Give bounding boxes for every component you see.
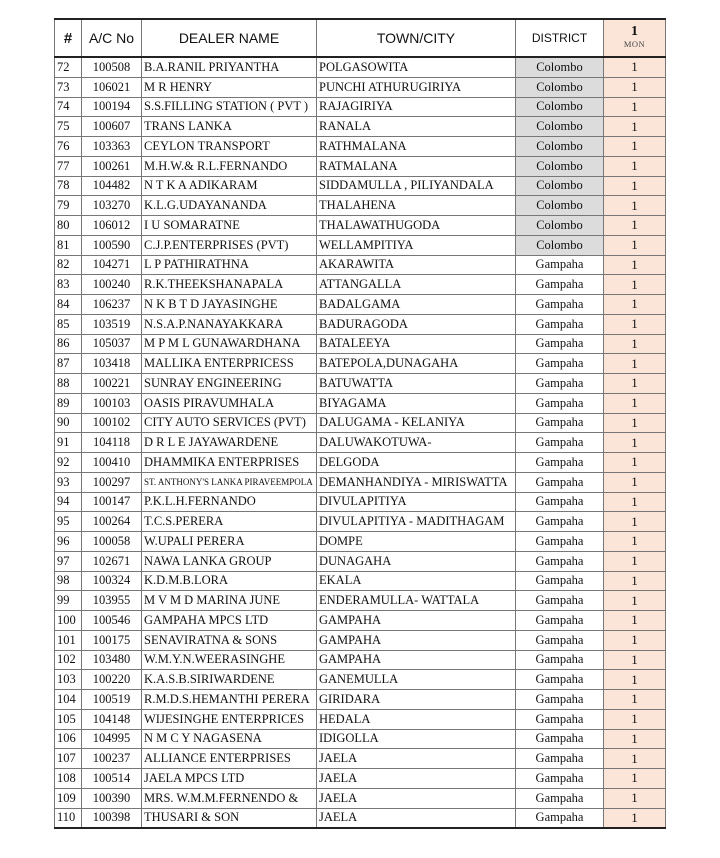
cell-number: 79 bbox=[55, 196, 82, 216]
cell-district: Gampaha bbox=[516, 334, 604, 354]
header-dealer-name: DEALER NAME bbox=[142, 19, 317, 57]
cell-dealer-name: M P M L GUNAWARDHANA bbox=[142, 334, 317, 354]
cell-dealer-name: C.J.P.ENTERPRISES (PVT) bbox=[142, 235, 317, 255]
cell-quantity: 1 bbox=[604, 492, 666, 512]
table-row bbox=[55, 690, 666, 710]
cell-number: 108 bbox=[55, 769, 82, 789]
cell-number: 88 bbox=[55, 374, 82, 394]
cell-quantity: 1 bbox=[604, 512, 666, 532]
cell-acno: 100324 bbox=[82, 571, 142, 591]
cell-dealer-name: MALLIKA ENTERPRICESS bbox=[142, 354, 317, 374]
cell-number: 97 bbox=[55, 551, 82, 571]
cell-number: 98 bbox=[55, 571, 82, 591]
cell-acno: 100220 bbox=[82, 670, 142, 690]
cell-acno: 106021 bbox=[82, 77, 142, 97]
cell-town-city: RATMALANA bbox=[317, 156, 516, 176]
cell-dealer-name: WIJESINGHE ENTERPRICES bbox=[142, 709, 317, 729]
cell-quantity: 1 bbox=[604, 769, 666, 789]
cell-quantity: 1 bbox=[604, 314, 666, 334]
cell-number: 85 bbox=[55, 314, 82, 334]
cell-acno: 100102 bbox=[82, 413, 142, 433]
cell-town-city: PUNCHI ATHURUGIRIYA bbox=[317, 77, 516, 97]
cell-dealer-name: N T K A ADIKARAM bbox=[142, 176, 317, 196]
cell-quantity: 1 bbox=[604, 532, 666, 552]
cell-district: Colombo bbox=[516, 156, 604, 176]
cell-town-city: BATUWATTA bbox=[317, 374, 516, 394]
cell-acno: 100410 bbox=[82, 453, 142, 473]
cell-district: Gampaha bbox=[516, 808, 604, 828]
cell-acno: 100607 bbox=[82, 117, 142, 137]
table-row bbox=[55, 709, 666, 729]
cell-quantity: 1 bbox=[604, 275, 666, 295]
cell-number: 105 bbox=[55, 709, 82, 729]
cell-acno: 102671 bbox=[82, 551, 142, 571]
cell-town-city: POLGASOWITA bbox=[317, 57, 516, 77]
cell-acno: 104995 bbox=[82, 729, 142, 749]
cell-quantity: 1 bbox=[604, 611, 666, 631]
cell-acno: 103270 bbox=[82, 196, 142, 216]
cell-town-city: ENDERAMULLA- WATTALA bbox=[317, 591, 516, 611]
cell-quantity: 1 bbox=[604, 413, 666, 433]
cell-town-city: DEMANHANDIYA - MIRISWATTA bbox=[317, 472, 516, 492]
table-row bbox=[55, 571, 666, 591]
cell-district: Gampaha bbox=[516, 354, 604, 374]
cell-acno: 100147 bbox=[82, 492, 142, 512]
cell-number: 74 bbox=[55, 97, 82, 117]
cell-number: 107 bbox=[55, 749, 82, 769]
header-town-city: TOWN/CITY bbox=[317, 19, 516, 57]
cell-dealer-name: W.M.Y.N.WEERASINGHE bbox=[142, 650, 317, 670]
cell-dealer-name: L P PATHIRATHNA bbox=[142, 255, 317, 275]
cell-quantity: 1 bbox=[604, 670, 666, 690]
cell-quantity: 1 bbox=[604, 117, 666, 137]
cell-district: Colombo bbox=[516, 117, 604, 137]
cell-quantity: 1 bbox=[604, 729, 666, 749]
cell-district: Gampaha bbox=[516, 413, 604, 433]
cell-quantity: 1 bbox=[604, 196, 666, 216]
cell-number: 103 bbox=[55, 670, 82, 690]
cell-town-city: DUNAGAHA bbox=[317, 551, 516, 571]
cell-district: Gampaha bbox=[516, 729, 604, 749]
cell-dealer-name: NAWA LANKA GROUP bbox=[142, 551, 317, 571]
cell-dealer-name: MRS. W.M.M.FERNENDO & bbox=[142, 788, 317, 808]
cell-dealer-name: P.K.L.H.FERNANDO bbox=[142, 492, 317, 512]
cell-acno: 100390 bbox=[82, 788, 142, 808]
cell-district: Gampaha bbox=[516, 769, 604, 789]
cell-town-city: DALUWAKOTUWA- bbox=[317, 433, 516, 453]
cell-town-city: GANEMULLA bbox=[317, 670, 516, 690]
cell-town-city: RATHMALANA bbox=[317, 137, 516, 157]
table-header-row bbox=[55, 19, 666, 57]
cell-number: 76 bbox=[55, 137, 82, 157]
header-number: # bbox=[55, 19, 82, 57]
cell-quantity: 1 bbox=[604, 630, 666, 650]
header-month-number: 1 bbox=[631, 24, 638, 39]
cell-acno: 104482 bbox=[82, 176, 142, 196]
table-row bbox=[55, 57, 666, 77]
cell-town-city: THALAWATHUGODA bbox=[317, 216, 516, 236]
cell-quantity: 1 bbox=[604, 216, 666, 236]
cell-number: 89 bbox=[55, 393, 82, 413]
table-row bbox=[55, 77, 666, 97]
cell-town-city: GAMPAHA bbox=[317, 611, 516, 631]
cell-number: 77 bbox=[55, 156, 82, 176]
cell-number: 96 bbox=[55, 532, 82, 552]
table-row bbox=[55, 393, 666, 413]
cell-dealer-name: DHAMMIKA ENTERPRISES bbox=[142, 453, 317, 473]
cell-district: Colombo bbox=[516, 137, 604, 157]
cell-dealer-name: SENAVIRATNA & SONS bbox=[142, 630, 317, 650]
cell-dealer-name: CITY AUTO SERVICES (PVT) bbox=[142, 413, 317, 433]
cell-acno: 100514 bbox=[82, 769, 142, 789]
cell-number: 75 bbox=[55, 117, 82, 137]
cell-district: Gampaha bbox=[516, 571, 604, 591]
cell-number: 73 bbox=[55, 77, 82, 97]
table-row bbox=[55, 611, 666, 631]
cell-acno: 106237 bbox=[82, 295, 142, 315]
cell-number: 78 bbox=[55, 176, 82, 196]
cell-quantity: 1 bbox=[604, 176, 666, 196]
cell-district: Gampaha bbox=[516, 670, 604, 690]
cell-district: Gampaha bbox=[516, 314, 604, 334]
cell-acno: 100546 bbox=[82, 611, 142, 631]
cell-dealer-name: OASIS PIRAVUMHALA bbox=[142, 393, 317, 413]
cell-dealer-name: GAMPAHA MPCS LTD bbox=[142, 611, 317, 631]
cell-town-city: BADALGAMA bbox=[317, 295, 516, 315]
cell-quantity: 1 bbox=[604, 137, 666, 157]
cell-number: 86 bbox=[55, 334, 82, 354]
cell-number: 99 bbox=[55, 591, 82, 611]
cell-quantity: 1 bbox=[604, 255, 666, 275]
cell-acno: 104148 bbox=[82, 709, 142, 729]
cell-quantity: 1 bbox=[604, 453, 666, 473]
cell-acno: 100297 bbox=[82, 472, 142, 492]
cell-district: Gampaha bbox=[516, 472, 604, 492]
cell-town-city: EKALA bbox=[317, 571, 516, 591]
cell-town-city: DELGODA bbox=[317, 453, 516, 473]
cell-town-city: DIVULAPITIYA - MADITHAGAM bbox=[317, 512, 516, 532]
cell-town-city: RAJAGIRIYA bbox=[317, 97, 516, 117]
cell-number: 95 bbox=[55, 512, 82, 532]
table-row bbox=[55, 433, 666, 453]
table-row bbox=[55, 97, 666, 117]
cell-district: Gampaha bbox=[516, 295, 604, 315]
cell-dealer-name: R.K.THEEKSHANAPALA bbox=[142, 275, 317, 295]
table-row bbox=[55, 591, 666, 611]
cell-district: Gampaha bbox=[516, 275, 604, 295]
table-row bbox=[55, 295, 666, 315]
cell-quantity: 1 bbox=[604, 295, 666, 315]
cell-town-city: GAMPAHA bbox=[317, 630, 516, 650]
cell-district: Colombo bbox=[516, 57, 604, 77]
cell-acno: 100103 bbox=[82, 393, 142, 413]
table-row bbox=[55, 374, 666, 394]
cell-acno: 100237 bbox=[82, 749, 142, 769]
header-month-label: MON bbox=[623, 39, 646, 49]
cell-quantity: 1 bbox=[604, 709, 666, 729]
table-row bbox=[55, 275, 666, 295]
table-row bbox=[55, 749, 666, 769]
cell-acno: 100519 bbox=[82, 690, 142, 710]
header-district: DISTRICT bbox=[516, 19, 604, 57]
cell-acno: 103519 bbox=[82, 314, 142, 334]
cell-dealer-name: ST. ANTHONY'S LANKA PIRAVEEMPOLA bbox=[142, 472, 317, 492]
table-row bbox=[55, 650, 666, 670]
cell-district: Gampaha bbox=[516, 532, 604, 552]
cell-acno: 100398 bbox=[82, 808, 142, 828]
table-row bbox=[55, 255, 666, 275]
cell-quantity: 1 bbox=[604, 374, 666, 394]
cell-number: 106 bbox=[55, 729, 82, 749]
cell-quantity: 1 bbox=[604, 591, 666, 611]
cell-quantity: 1 bbox=[604, 433, 666, 453]
cell-number: 83 bbox=[55, 275, 82, 295]
cell-town-city: SIDDAMULLA , PILIYANDALA bbox=[317, 176, 516, 196]
cell-quantity: 1 bbox=[604, 77, 666, 97]
cell-district: Gampaha bbox=[516, 709, 604, 729]
cell-town-city: JAELA bbox=[317, 769, 516, 789]
cell-quantity: 1 bbox=[604, 393, 666, 413]
table-row bbox=[55, 670, 666, 690]
cell-district: Gampaha bbox=[516, 749, 604, 769]
cell-town-city: RANALA bbox=[317, 117, 516, 137]
table-row bbox=[55, 117, 666, 137]
cell-town-city: BATEPOLA,DUNAGAHA bbox=[317, 354, 516, 374]
cell-town-city: BIYAGAMA bbox=[317, 393, 516, 413]
cell-district: Gampaha bbox=[516, 255, 604, 275]
cell-number: 72 bbox=[55, 57, 82, 77]
cell-number: 110 bbox=[55, 808, 82, 828]
cell-acno: 100194 bbox=[82, 97, 142, 117]
table-row bbox=[55, 532, 666, 552]
cell-quantity: 1 bbox=[604, 354, 666, 374]
table-row bbox=[55, 354, 666, 374]
cell-quantity: 1 bbox=[604, 57, 666, 77]
cell-district: Gampaha bbox=[516, 393, 604, 413]
cell-dealer-name: JAELA MPCS LTD bbox=[142, 769, 317, 789]
table-body bbox=[55, 57, 666, 828]
cell-town-city: BATALEEYA bbox=[317, 334, 516, 354]
cell-dealer-name: M R HENRY bbox=[142, 77, 317, 97]
cell-quantity: 1 bbox=[604, 749, 666, 769]
cell-town-city: WELLAMPITIYA bbox=[317, 235, 516, 255]
header-month bbox=[604, 19, 666, 57]
cell-quantity: 1 bbox=[604, 808, 666, 828]
cell-district: Colombo bbox=[516, 235, 604, 255]
cell-acno: 103480 bbox=[82, 650, 142, 670]
cell-acno: 100058 bbox=[82, 532, 142, 552]
cell-dealer-name: THUSARI & SON bbox=[142, 808, 317, 828]
table-row bbox=[55, 176, 666, 196]
cell-dealer-name: CEYLON TRANSPORT bbox=[142, 137, 317, 157]
cell-number: 92 bbox=[55, 453, 82, 473]
table-row bbox=[55, 769, 666, 789]
cell-district: Colombo bbox=[516, 77, 604, 97]
table-row bbox=[55, 492, 666, 512]
cell-town-city: THALAHENA bbox=[317, 196, 516, 216]
cell-acno: 105037 bbox=[82, 334, 142, 354]
cell-town-city: IDIGOLLA bbox=[317, 729, 516, 749]
cell-district: Gampaha bbox=[516, 611, 604, 631]
cell-acno: 103363 bbox=[82, 137, 142, 157]
cell-town-city: GIRIDARA bbox=[317, 690, 516, 710]
cell-number: 93 bbox=[55, 472, 82, 492]
table-row bbox=[55, 196, 666, 216]
cell-town-city: JAELA bbox=[317, 788, 516, 808]
cell-number: 102 bbox=[55, 650, 82, 670]
cell-number: 87 bbox=[55, 354, 82, 374]
table-row bbox=[55, 729, 666, 749]
cell-dealer-name: TRANS LANKA bbox=[142, 117, 317, 137]
cell-district: Gampaha bbox=[516, 591, 604, 611]
cell-quantity: 1 bbox=[604, 551, 666, 571]
table-row bbox=[55, 453, 666, 473]
cell-number: 94 bbox=[55, 492, 82, 512]
cell-acno: 100240 bbox=[82, 275, 142, 295]
cell-quantity: 1 bbox=[604, 235, 666, 255]
table-row bbox=[55, 216, 666, 236]
cell-acno: 106012 bbox=[82, 216, 142, 236]
cell-district: Colombo bbox=[516, 176, 604, 196]
cell-dealer-name: K.D.M.B.LORA bbox=[142, 571, 317, 591]
cell-acno: 100261 bbox=[82, 156, 142, 176]
cell-number: 82 bbox=[55, 255, 82, 275]
table-row bbox=[55, 235, 666, 255]
cell-number: 91 bbox=[55, 433, 82, 453]
cell-acno: 100508 bbox=[82, 57, 142, 77]
cell-number: 109 bbox=[55, 788, 82, 808]
cell-dealer-name: D R L E JAYAWARDENE bbox=[142, 433, 317, 453]
cell-dealer-name: R.M.D.S.HEMANTHI PERERA bbox=[142, 690, 317, 710]
cell-town-city: JAELA bbox=[317, 749, 516, 769]
table-row bbox=[55, 630, 666, 650]
cell-dealer-name: M V M D MARINA JUNE bbox=[142, 591, 317, 611]
cell-quantity: 1 bbox=[604, 334, 666, 354]
cell-town-city: DOMPE bbox=[317, 532, 516, 552]
cell-acno: 103955 bbox=[82, 591, 142, 611]
cell-quantity: 1 bbox=[604, 788, 666, 808]
cell-number: 84 bbox=[55, 295, 82, 315]
cell-town-city: GAMPAHA bbox=[317, 650, 516, 670]
cell-dealer-name: K.L.G.UDAYANANDA bbox=[142, 196, 317, 216]
table-row bbox=[55, 512, 666, 532]
cell-acno: 103418 bbox=[82, 354, 142, 374]
header-acno: A/C No bbox=[82, 19, 142, 57]
cell-dealer-name: I U SOMARATNE bbox=[142, 216, 317, 236]
table-row bbox=[55, 156, 666, 176]
cell-acno: 100221 bbox=[82, 374, 142, 394]
cell-district: Gampaha bbox=[516, 690, 604, 710]
cell-town-city: HEDALA bbox=[317, 709, 516, 729]
cell-district: Gampaha bbox=[516, 433, 604, 453]
cell-district: Gampaha bbox=[516, 650, 604, 670]
table-row bbox=[55, 314, 666, 334]
table-row bbox=[55, 808, 666, 828]
table-row bbox=[55, 551, 666, 571]
cell-quantity: 1 bbox=[604, 571, 666, 591]
cell-dealer-name: B.A.RANIL PRIYANTHA bbox=[142, 57, 317, 77]
cell-district: Colombo bbox=[516, 216, 604, 236]
cell-number: 81 bbox=[55, 235, 82, 255]
cell-district: Gampaha bbox=[516, 512, 604, 532]
cell-quantity: 1 bbox=[604, 690, 666, 710]
cell-town-city: DALUGAMA - KELANIYA bbox=[317, 413, 516, 433]
cell-dealer-name: N M C Y NAGASENA bbox=[142, 729, 317, 749]
cell-dealer-name: W.UPALI PERERA bbox=[142, 532, 317, 552]
cell-number: 90 bbox=[55, 413, 82, 433]
cell-dealer-name: K.A.S.B.SIRIWARDENE bbox=[142, 670, 317, 690]
cell-district: Gampaha bbox=[516, 492, 604, 512]
cell-town-city: ATTANGALLA bbox=[317, 275, 516, 295]
table-row bbox=[55, 413, 666, 433]
cell-acno: 100590 bbox=[82, 235, 142, 255]
cell-town-city: JAELA bbox=[317, 808, 516, 828]
cell-district: Gampaha bbox=[516, 788, 604, 808]
cell-number: 100 bbox=[55, 611, 82, 631]
cell-town-city: DIVULAPITIYA bbox=[317, 492, 516, 512]
cell-town-city: BADURAGODA bbox=[317, 314, 516, 334]
cell-dealer-name: N.S.A.P.NANAYAKKARA bbox=[142, 314, 317, 334]
cell-number: 101 bbox=[55, 630, 82, 650]
cell-quantity: 1 bbox=[604, 156, 666, 176]
cell-town-city: AKARAWITA bbox=[317, 255, 516, 275]
cell-acno: 100264 bbox=[82, 512, 142, 532]
cell-district: Gampaha bbox=[516, 374, 604, 394]
cell-dealer-name: M.H.W.& R.L.FERNANDO bbox=[142, 156, 317, 176]
dealer-table bbox=[54, 18, 666, 829]
cell-quantity: 1 bbox=[604, 472, 666, 492]
cell-acno: 100175 bbox=[82, 630, 142, 650]
cell-district: Gampaha bbox=[516, 453, 604, 473]
table-row bbox=[55, 788, 666, 808]
cell-dealer-name: ALLIANCE ENTERPRISES bbox=[142, 749, 317, 769]
cell-district: Gampaha bbox=[516, 551, 604, 571]
cell-district: Colombo bbox=[516, 97, 604, 117]
cell-dealer-name: T.C.S.PERERA bbox=[142, 512, 317, 532]
cell-district: Gampaha bbox=[516, 630, 604, 650]
cell-acno: 104271 bbox=[82, 255, 142, 275]
cell-number: 104 bbox=[55, 690, 82, 710]
cell-district: Colombo bbox=[516, 196, 604, 216]
cell-dealer-name: N K B T D JAYASINGHE bbox=[142, 295, 317, 315]
cell-quantity: 1 bbox=[604, 650, 666, 670]
cell-acno: 104118 bbox=[82, 433, 142, 453]
cell-number: 80 bbox=[55, 216, 82, 236]
cell-dealer-name: S.S.FILLING STATION ( PVT ) bbox=[142, 97, 317, 117]
cell-dealer-name: SUNRAY ENGINEERING bbox=[142, 374, 317, 394]
cell-quantity: 1 bbox=[604, 97, 666, 117]
table-row bbox=[55, 334, 666, 354]
table-row bbox=[55, 472, 666, 492]
table-row bbox=[55, 137, 666, 157]
